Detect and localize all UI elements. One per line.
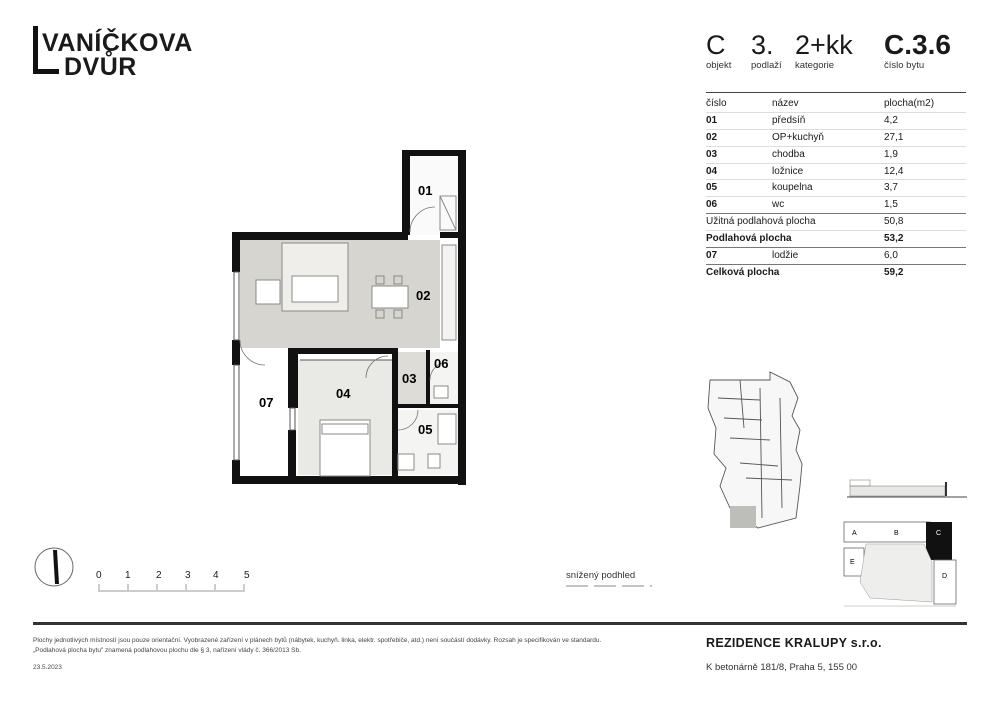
row-plocha: 4,2 xyxy=(884,114,898,126)
footer-date: 23.5.2023 xyxy=(33,664,62,671)
section-marker xyxy=(945,482,947,496)
logo xyxy=(33,26,193,81)
room-label-07: 07 xyxy=(259,395,274,410)
lodzie-row xyxy=(706,248,966,265)
site-label-b: B xyxy=(894,530,899,537)
kategorie-value: 2+kk xyxy=(795,30,853,60)
row-nazev: koupelna xyxy=(772,182,813,194)
row-cislo: 03 xyxy=(706,148,718,160)
lodzie-plocha: 6,0 xyxy=(884,250,898,262)
table-row xyxy=(706,130,966,147)
floor-plan xyxy=(225,145,475,490)
podlazi-label: podlaží xyxy=(751,60,782,71)
footer-note-line1: Plochy jednotlivých místností jsou pouze orientační. Vyobrazené zařízení v plánech bytů (nábytek, kuchyň. linka, elektr. spotřebiče, atd.) není součástí dodávky. Rozsah je specifikován ve standardu. xyxy=(33,637,602,644)
header-cislo-bytu xyxy=(884,30,951,71)
block-c-highlight xyxy=(926,522,952,560)
room-label-01: 01 xyxy=(418,183,433,198)
footer-address: K betonárně 181/8, Praha 5, 155 00 xyxy=(706,662,858,673)
area-table xyxy=(706,96,966,282)
table-row xyxy=(706,180,966,197)
room-label-03: 03 xyxy=(402,371,417,386)
section-base xyxy=(850,486,945,496)
row-nazev: předsíň xyxy=(772,114,806,126)
footer-company: REZIDENCE KRALUPY s.r.o. xyxy=(706,636,882,650)
row-cislo: 01 xyxy=(706,114,718,126)
north-arrow-icon xyxy=(33,546,77,590)
key-plan xyxy=(700,368,810,540)
col-nazev: název xyxy=(772,98,799,109)
header-objekt xyxy=(706,30,731,71)
room-label-02: 02 xyxy=(416,288,431,303)
col-plocha: plocha(m2) xyxy=(884,98,935,109)
uzitna-value: 50,8 xyxy=(884,216,904,228)
row-cislo: 04 xyxy=(706,165,718,177)
scale-tick: 4 xyxy=(213,570,219,581)
room-07-fill xyxy=(240,362,290,477)
row-plocha: 1,9 xyxy=(884,148,898,160)
row-plocha: 3,7 xyxy=(884,182,898,194)
room-label-06: 06 xyxy=(434,356,449,371)
key-plan-outline xyxy=(708,372,802,528)
header-divider xyxy=(706,92,966,93)
site-label-c: C xyxy=(936,530,942,537)
table-row xyxy=(706,147,966,164)
scale-tick: 2 xyxy=(156,570,162,581)
logo-line2: DVŮR xyxy=(64,53,137,81)
table-header xyxy=(706,96,966,113)
scale-tick: 5 xyxy=(244,570,250,581)
header-kategorie xyxy=(795,30,853,71)
row-plocha: 1,5 xyxy=(884,199,898,211)
col-cislo: číslo xyxy=(706,98,727,109)
block-d-outline xyxy=(934,560,956,604)
uzitna-row xyxy=(706,214,966,231)
footer-note-line2: „Podlahová plocha bytu" znamená podlahovou plochu dle § 3, nařízení vlády č. 366/2013 Sb. xyxy=(33,647,301,654)
site-label-a: A xyxy=(852,530,857,537)
site-plan xyxy=(840,518,968,610)
room-label-05: 05 xyxy=(418,422,433,437)
room-01-fill xyxy=(408,155,458,235)
celkova-label: Celková plocha xyxy=(706,266,780,278)
logo-line1: VANÍČKOVA xyxy=(42,29,193,57)
header-podlazi xyxy=(751,30,782,71)
kategorie-label: kategorie xyxy=(795,60,835,71)
legend-snizeny-podhled: snížený podhled xyxy=(566,570,636,581)
celkova-value: 59,2 xyxy=(884,266,904,278)
section-view xyxy=(845,470,970,500)
footer-divider xyxy=(33,622,967,625)
lodzie-cislo: 07 xyxy=(706,250,718,262)
row-nazev: OP+kuchyň xyxy=(772,131,824,143)
row-nazev: wc xyxy=(772,199,785,211)
podlahova-value: 53,2 xyxy=(884,233,904,245)
row-cislo: 05 xyxy=(706,182,718,194)
footer-note xyxy=(33,636,633,656)
row-plocha: 27,1 xyxy=(884,131,904,143)
podlahova-row xyxy=(706,231,966,248)
scale-tick: 0 xyxy=(96,570,102,581)
legend-dash-line xyxy=(566,583,652,589)
row-cislo: 02 xyxy=(706,131,718,143)
row-plocha: 12,4 xyxy=(884,165,904,177)
key-plan-highlight xyxy=(730,506,756,528)
scale-tick: 3 xyxy=(185,570,191,581)
uzitna-label: Užitná podlahová plocha xyxy=(706,216,816,228)
table-row xyxy=(706,113,966,130)
site-label-d: D xyxy=(942,573,948,580)
block-b-outline xyxy=(844,522,930,542)
objekt-value: C xyxy=(706,30,726,60)
cislo-bytu-value: C.3.6 xyxy=(884,29,951,60)
section-roof xyxy=(850,480,870,486)
podlahova-label: Podlahová plocha xyxy=(706,233,792,245)
courtyard xyxy=(860,544,932,602)
row-nazev: ložnice xyxy=(772,165,804,177)
row-cislo: 06 xyxy=(706,199,718,211)
podlazi-value: 3. xyxy=(751,30,774,60)
scale-bar xyxy=(95,582,255,594)
cislo-bytu-label: číslo bytu xyxy=(884,60,925,71)
table-row xyxy=(706,164,966,181)
room-label-04: 04 xyxy=(336,386,351,401)
row-nazev: chodba xyxy=(772,148,805,160)
site-label-e: E xyxy=(850,559,855,566)
scale-tick: 1 xyxy=(125,570,131,581)
celkova-row xyxy=(706,265,966,282)
lodzie-nazev: lodžie xyxy=(772,250,799,262)
table-row xyxy=(706,197,966,214)
objekt-label: objekt xyxy=(706,60,732,71)
